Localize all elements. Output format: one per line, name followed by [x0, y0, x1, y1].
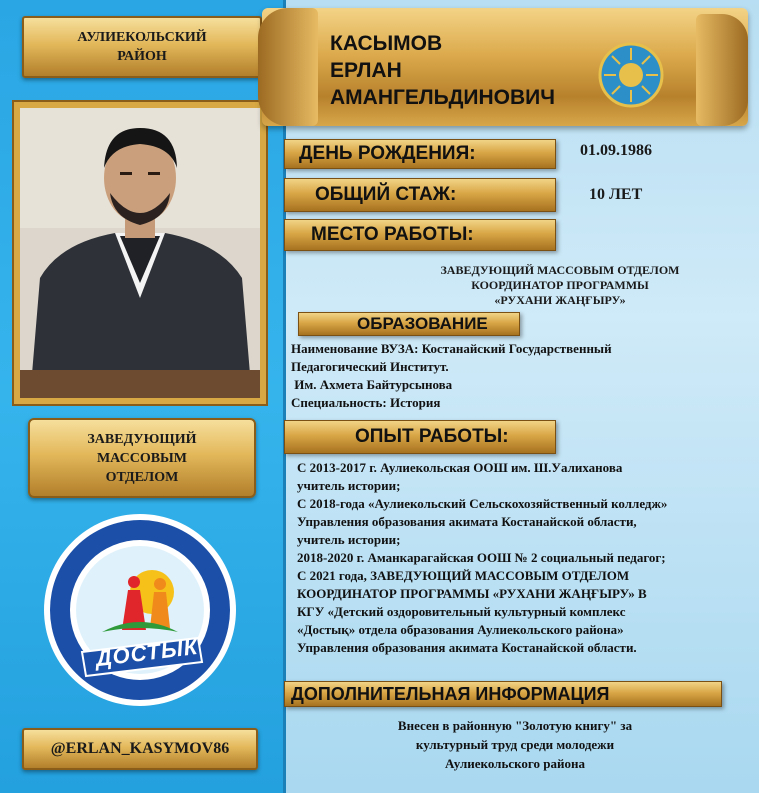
- experience-line: КГУ «Детский оздоровительный культурный комплекс: [297, 604, 626, 619]
- dostyk-logo: [42, 512, 238, 708]
- education-title: ОБРАЗОВАНИЕ: [298, 312, 520, 336]
- surname: КАСЫМОВ: [330, 32, 443, 55]
- position-plate: [28, 418, 256, 498]
- experience-line: учитель истории;: [297, 532, 401, 547]
- additional-info-title: ДОПОЛНИТЕЛЬНАЯ ИНФОРМАЦИЯ: [284, 681, 722, 707]
- experience-line: Управления образования акимата Костанайской области,: [297, 514, 637, 529]
- kazakhstan-emblem-icon: [598, 42, 664, 108]
- workplace-line-1: ЗАВЕДУЮЩИЙ МАССОВЫМ ОТДЕЛОМ: [440, 263, 680, 277]
- experience-label: ОБЩИЙ СТАЖ:: [284, 178, 556, 212]
- workplace-text: [380, 263, 740, 308]
- work-experience-title: ОПЫТ РАБОТЫ:: [284, 420, 556, 454]
- additional-line: Внесен в районную "Золотую книгу" за: [397, 718, 633, 733]
- experience-line: С 2021 года, ЗАВЕДУЮЩИЙ МАССОВЫМ ОТДЕЛОМ: [297, 568, 630, 583]
- education-line: Наименование ВУЗА: Костанайский Государственный: [291, 341, 612, 356]
- position-line-3: ОТДЕЛОМ: [105, 469, 179, 485]
- scroll-curl-right: [696, 14, 748, 126]
- experience-value: 10 ЛЕТ: [589, 186, 643, 203]
- photo-frame: [14, 102, 266, 404]
- portrait-photo: [20, 108, 260, 398]
- position-line-2: МАССОВЫМ: [96, 450, 188, 466]
- instagram-handle: @ERLAN_KASYMOV86: [22, 728, 258, 770]
- education-line: Специальность: История: [291, 395, 441, 410]
- experience-line: «Достық» отдела образования Аулиекольского района»: [297, 622, 624, 637]
- work-experience-text: [297, 459, 759, 657]
- experience-line: 2018-2020 г. Аманкарагайская ООШ № 2 социальный педагог;: [297, 550, 666, 565]
- experience-line: Управления образования акимата Костанайской области.: [297, 640, 637, 655]
- additional-line: культурный труд среди молодежи: [415, 737, 615, 752]
- workplace-label: МЕСТО РАБОТЫ:: [284, 219, 556, 251]
- education-text: [291, 340, 751, 412]
- birthday-label: ДЕНЬ РОЖДЕНИЯ:: [284, 139, 556, 169]
- additional-line: Аулиекольского района: [445, 756, 585, 771]
- experience-line: С 2013-2017 г. Аулиекольская ООШ им. Ш.Уалиханова: [297, 460, 623, 475]
- experience-line: учитель истории;: [297, 478, 401, 493]
- experience-line: КООРДИНАТОР ПРОГРАММЫ «РУХАНИ ЖАҢҒЫРУ» В: [297, 586, 647, 601]
- workplace-line-2: КООРДИНАТОР ПРОГРАММЫ: [471, 278, 649, 292]
- full-name: [330, 30, 630, 111]
- education-line: Им. Ахмета Байтурсынова: [291, 377, 453, 392]
- given-name: ЕРЛАН: [330, 59, 402, 82]
- workplace-line-3: «РУХАНИ ЖАҢҒЫРУ»: [494, 293, 626, 307]
- dostyk-logo-graphic: [42, 512, 238, 708]
- district-line-1: АУЛИЕКОЛЬСКИЙ: [77, 30, 207, 45]
- district-plate: [22, 16, 262, 78]
- experience-line: С 2018-года «Аулиекольский Сельскохозяйственный колледж»: [297, 496, 668, 511]
- position-line-1: ЗАВЕДУЮЩИЙ: [87, 431, 197, 447]
- scroll-curl-left: [258, 8, 318, 126]
- district-line-2: РАЙОН: [117, 49, 167, 64]
- education-line: Педагогический Институт.: [291, 359, 449, 374]
- birthday-value: 01.09.1986: [580, 142, 652, 159]
- additional-info-text: [330, 716, 700, 773]
- logo-word: ДОСТЫК: [94, 633, 200, 672]
- patronymic: АМАНГЕЛЬДИНОВИЧ: [330, 86, 556, 109]
